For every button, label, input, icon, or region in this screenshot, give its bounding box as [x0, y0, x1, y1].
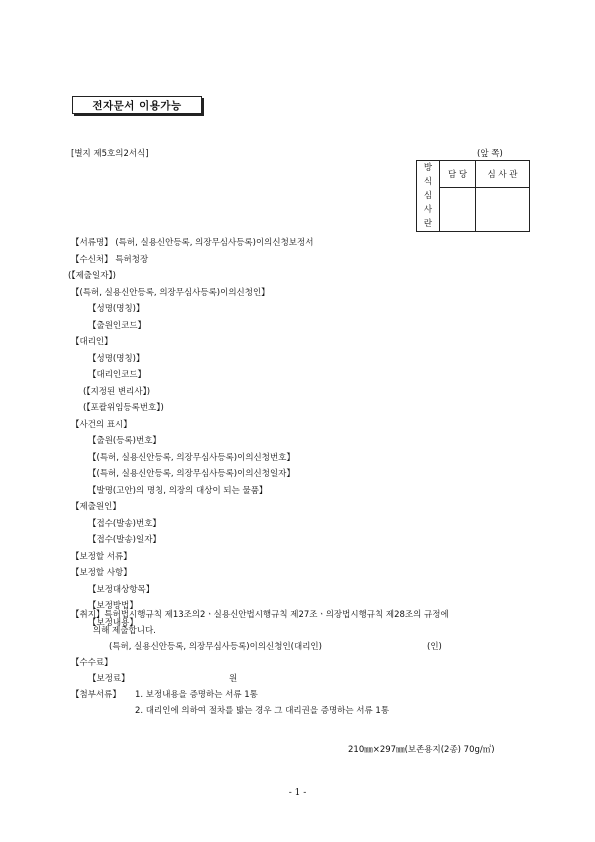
- front-side-label: (앞 쪽): [477, 149, 503, 159]
- field-opposition-date: 【(특허, 실용신안등록, 의장무심사등록)이의신청일자】: [88, 469, 295, 479]
- field-document-name: 【서류명】 (특허, 실용신안등록, 의장무심사등록)이의신청보정서: [71, 238, 314, 248]
- field-currency-won: 원: [229, 674, 238, 684]
- exam-col-examiner: 심 사 관: [476, 161, 530, 188]
- field-opposer: 【(특허, 실용신안등록, 의장무심사등록)이의신청인】: [71, 287, 270, 298]
- paper-size-note: 210㎜×297㎜(보존용지(2종) 70g/㎡): [348, 745, 495, 755]
- exam-head-char: 방: [423, 163, 433, 173]
- field-case-indication: 【사건의 표시】: [71, 419, 132, 430]
- attachment-item-1: 1. 보정내용을 증명하는 서류 1통: [135, 690, 258, 700]
- field-agent: 【대리인】: [71, 337, 113, 347]
- field-amend-item: 【보정대상항목】: [88, 584, 155, 595]
- exam-cell-officer: [440, 188, 476, 232]
- field-matters-to-amend: 【보정할 사항】: [71, 568, 132, 578]
- field-recipient: 【수신처】 특허청장: [71, 254, 149, 265]
- attachment-item-2: 2. 대리인에 의하여 절차를 밟는 경우 그 대리권을 증명하는 서류 1통: [135, 706, 390, 716]
- form-number: [별지 제5호의2서식]: [71, 149, 149, 159]
- exam-box-header: [417, 161, 440, 232]
- field-document-to-amend: 【보정할 서류】: [71, 551, 132, 562]
- electronic-document-banner: 전자문서 이용가능: [72, 96, 202, 114]
- field-seal: (인): [427, 642, 442, 652]
- field-fee: 【수수료】: [71, 658, 113, 668]
- field-application-number: 【출원(등록)번호】: [88, 436, 161, 446]
- field-general-power-number: (【포괄위임등록번호】): [83, 403, 164, 413]
- field-applicant-code: 【출원인코드】: [88, 320, 147, 331]
- field-opposer-name: 【성명(명칭)】: [88, 304, 145, 314]
- field-receipt-date: 【접수(발송)일자】: [88, 535, 161, 545]
- field-opposition-number: 【(특허, 실용신안등록, 의장무심사등록)이의신청번호】: [88, 452, 295, 463]
- field-amend-method: 【보정방법】: [88, 601, 138, 611]
- field-receipt-number: 【접수(발송)번호】: [88, 518, 161, 529]
- examination-box: [416, 160, 530, 232]
- field-signatory: (특허, 실용신안등록, 의장무심사등록)이의신청인(대리인): [109, 642, 322, 652]
- exam-head-char: 식: [423, 177, 433, 187]
- field-submission-cause: 【제출원인】: [71, 502, 121, 512]
- exam-cell-examiner: [476, 188, 530, 232]
- field-purpose-continued: 의해 제출합니다.: [93, 626, 156, 636]
- field-agent-code: 【대리인코드】: [88, 370, 147, 380]
- exam-col-officer: 담 당: [440, 161, 476, 188]
- field-attachments: 【첨부서류】: [71, 690, 121, 700]
- field-submission-date: (【제출일자】): [68, 271, 116, 281]
- page-number: - 1 -: [288, 788, 307, 798]
- exam-head-char: 심: [423, 191, 433, 201]
- field-purpose: 【취지】특허법시행규칙 제13조의2ㆍ실용신안법시행규칙 제27조ㆍ의장법시행규칙 제28조의 규정에: [71, 610, 449, 620]
- field-invention-title: 【발명(고안)의 명칭, 의장의 대상이 되는 물품】: [88, 485, 268, 496]
- field-agent-name: 【성명(명칭)】: [88, 353, 145, 364]
- exam-head-char: 란: [423, 219, 433, 229]
- exam-head-char: 사: [423, 205, 433, 215]
- field-designated-attorney: (【지정된 변리사】): [83, 386, 151, 397]
- field-amend-content: 【보정내용】: [88, 617, 138, 628]
- field-amendment-fee: 【보정료】: [88, 674, 130, 684]
